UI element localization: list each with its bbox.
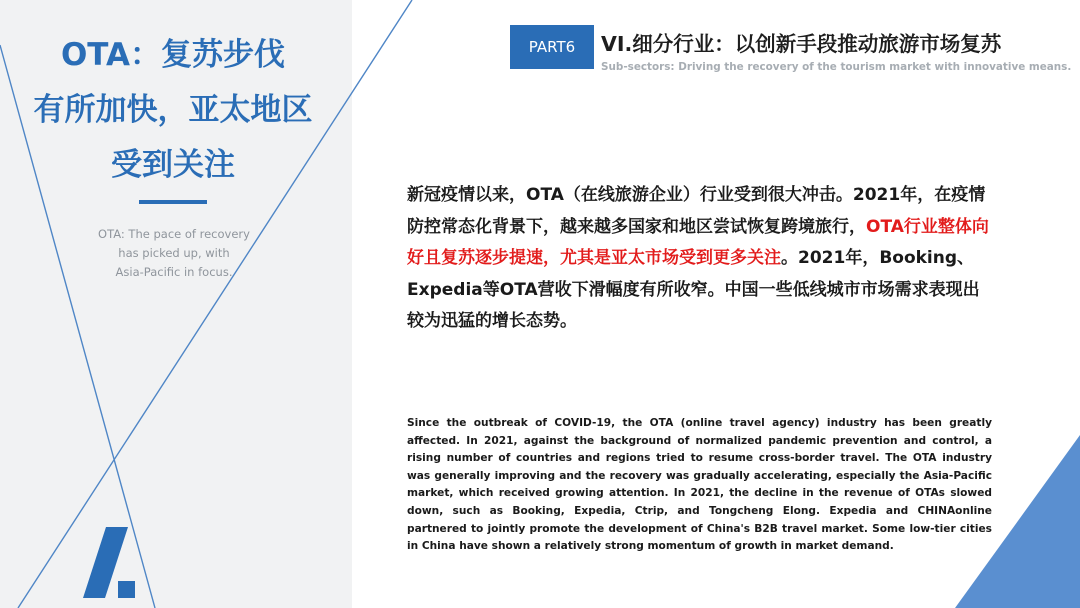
logo-dot-mark [118, 581, 135, 598]
title-divider [139, 200, 207, 204]
section-subtitle: Sub-sectors: Driving the recovery of the tourism market with innovative means. [601, 61, 1072, 73]
english-subtitle-line: OTA: The pace of recovery [98, 227, 250, 241]
english-subtitle [88, 225, 260, 282]
chinese-body-part2: 。2021年，Booking、Expedia等OTA营收下滑幅度有所收窄。中国一些低线城市市场需求表现出较为迅猛的增长态势。 [407, 248, 980, 331]
chinese-body-text [407, 180, 995, 338]
chinese-body-highlight: OTA行业整体向好且复苏逐步提速，尤其是亚太市场受到更多关注 [407, 216, 989, 268]
main-title-line: OTA：复苏步伐 [60, 37, 286, 73]
english-body-text: Since the outbreak of COVID-19, the OTA (online travel agency) industry has been greatly affected. In 2021, against the background of normalized pandemic prevention and control, a rising number of countries and regions tried to resume cross-border travel. The OTA industry was generally improving and the recovery was gradually accelerating, especially the Asia-Pacific market, which received growing attention. In 2021, the decline in the revenue of OTAs slowed down, such as Booking, Expedia, Ctrip, and Tongcheng Elong. Expedia and CHINAonline partnered to jointly promote the development of China's B2B travel market. Some low-tier cities in China have shown a relatively strong momentum of growth in market demand. [407, 417, 992, 553]
main-title-line: 受到关注 [111, 147, 235, 183]
chinese-body-part1: 新冠疫情以来，OTA（在线旅游企业）行业受到很大冲击。2021年，在疫情防控常态化背景下，越来越多国家和地区尝试恢复跨境旅行， [407, 185, 986, 237]
main-title [18, 28, 328, 193]
section-title: VI.细分行业：以创新手段推动旅游市场复苏 [601, 32, 1002, 56]
part-badge: PART6 [510, 25, 594, 69]
english-subtitle-line: has picked up, with [118, 246, 230, 260]
english-subtitle-line: Asia-Pacific in focus. [115, 265, 233, 279]
main-title-line: 有所加快，亚太地区 [33, 92, 313, 128]
